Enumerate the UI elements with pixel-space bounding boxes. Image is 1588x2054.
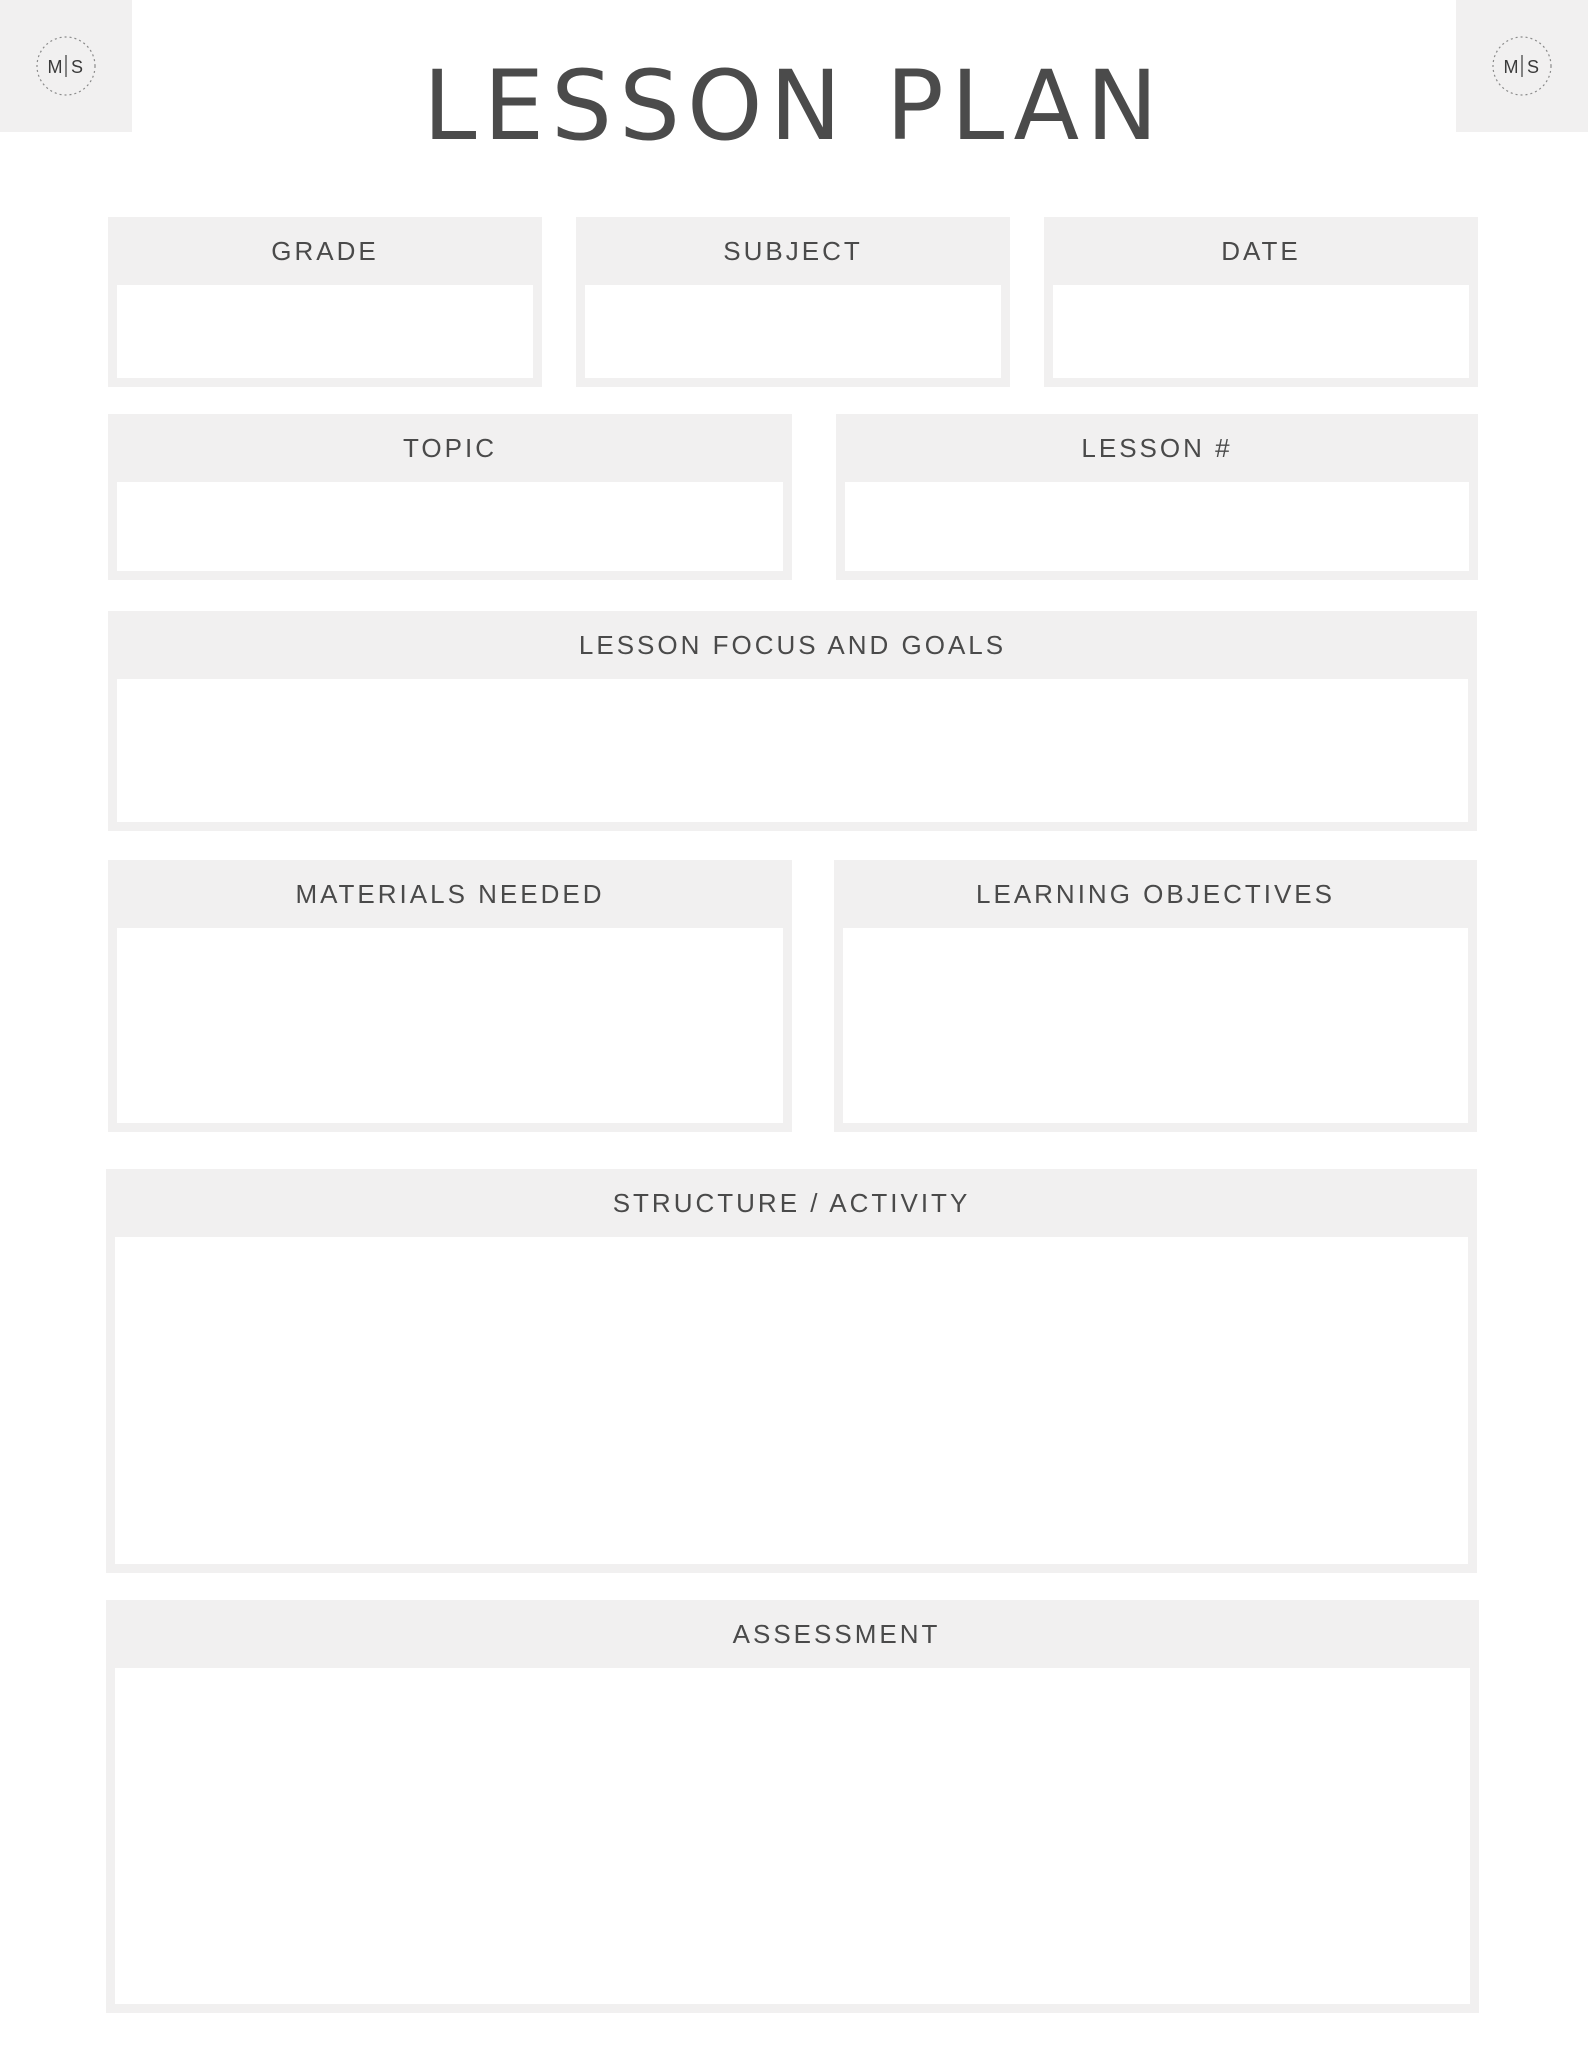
date-section (1044, 217, 1478, 387)
lesson-number-label: LESSON # (1081, 432, 1233, 463)
topic-field[interactable] (117, 482, 783, 571)
topic-section (108, 414, 792, 580)
objectives-section (834, 860, 1477, 1132)
materials-section (108, 860, 792, 1132)
subject-label: SUBJECT (723, 235, 863, 266)
grade-section (108, 217, 542, 387)
structure-section (106, 1169, 1477, 1573)
subject-section (576, 217, 1010, 387)
logo-letter-m: M (47, 57, 63, 77)
objectives-label: LEARNING OBJECTIVES (976, 878, 1335, 909)
structure-label: STRUCTURE / ACTIVITY (612, 1187, 971, 1218)
date-field[interactable] (1053, 285, 1469, 378)
focus-goals-label: LESSON FOCUS AND GOALS (578, 629, 1007, 660)
assessment-section (106, 1600, 1479, 2013)
subject-field[interactable] (585, 285, 1001, 378)
focus-goals-section (108, 611, 1477, 831)
topic-label: TOPIC (403, 432, 497, 463)
grade-label: GRADE (271, 235, 379, 266)
structure-field[interactable] (115, 1237, 1468, 1564)
logo-letter-s: S (70, 57, 84, 77)
lesson-number-field[interactable] (845, 482, 1469, 571)
date-label: DATE (1221, 235, 1301, 266)
page-title: LESSON PLAN (423, 50, 1165, 162)
assessment-label: ASSESSMENT (732, 1618, 941, 1649)
materials-field[interactable] (117, 928, 783, 1123)
assessment-field[interactable] (115, 1668, 1470, 2004)
materials-label: MATERIALS NEEDED (295, 878, 605, 909)
lesson-number-section (836, 414, 1478, 580)
grade-field[interactable] (117, 285, 533, 378)
logo-letter-s: S (1526, 57, 1540, 77)
focus-goals-field[interactable] (117, 679, 1468, 822)
objectives-field[interactable] (843, 928, 1468, 1123)
logo-letter-m: M (1503, 57, 1519, 77)
